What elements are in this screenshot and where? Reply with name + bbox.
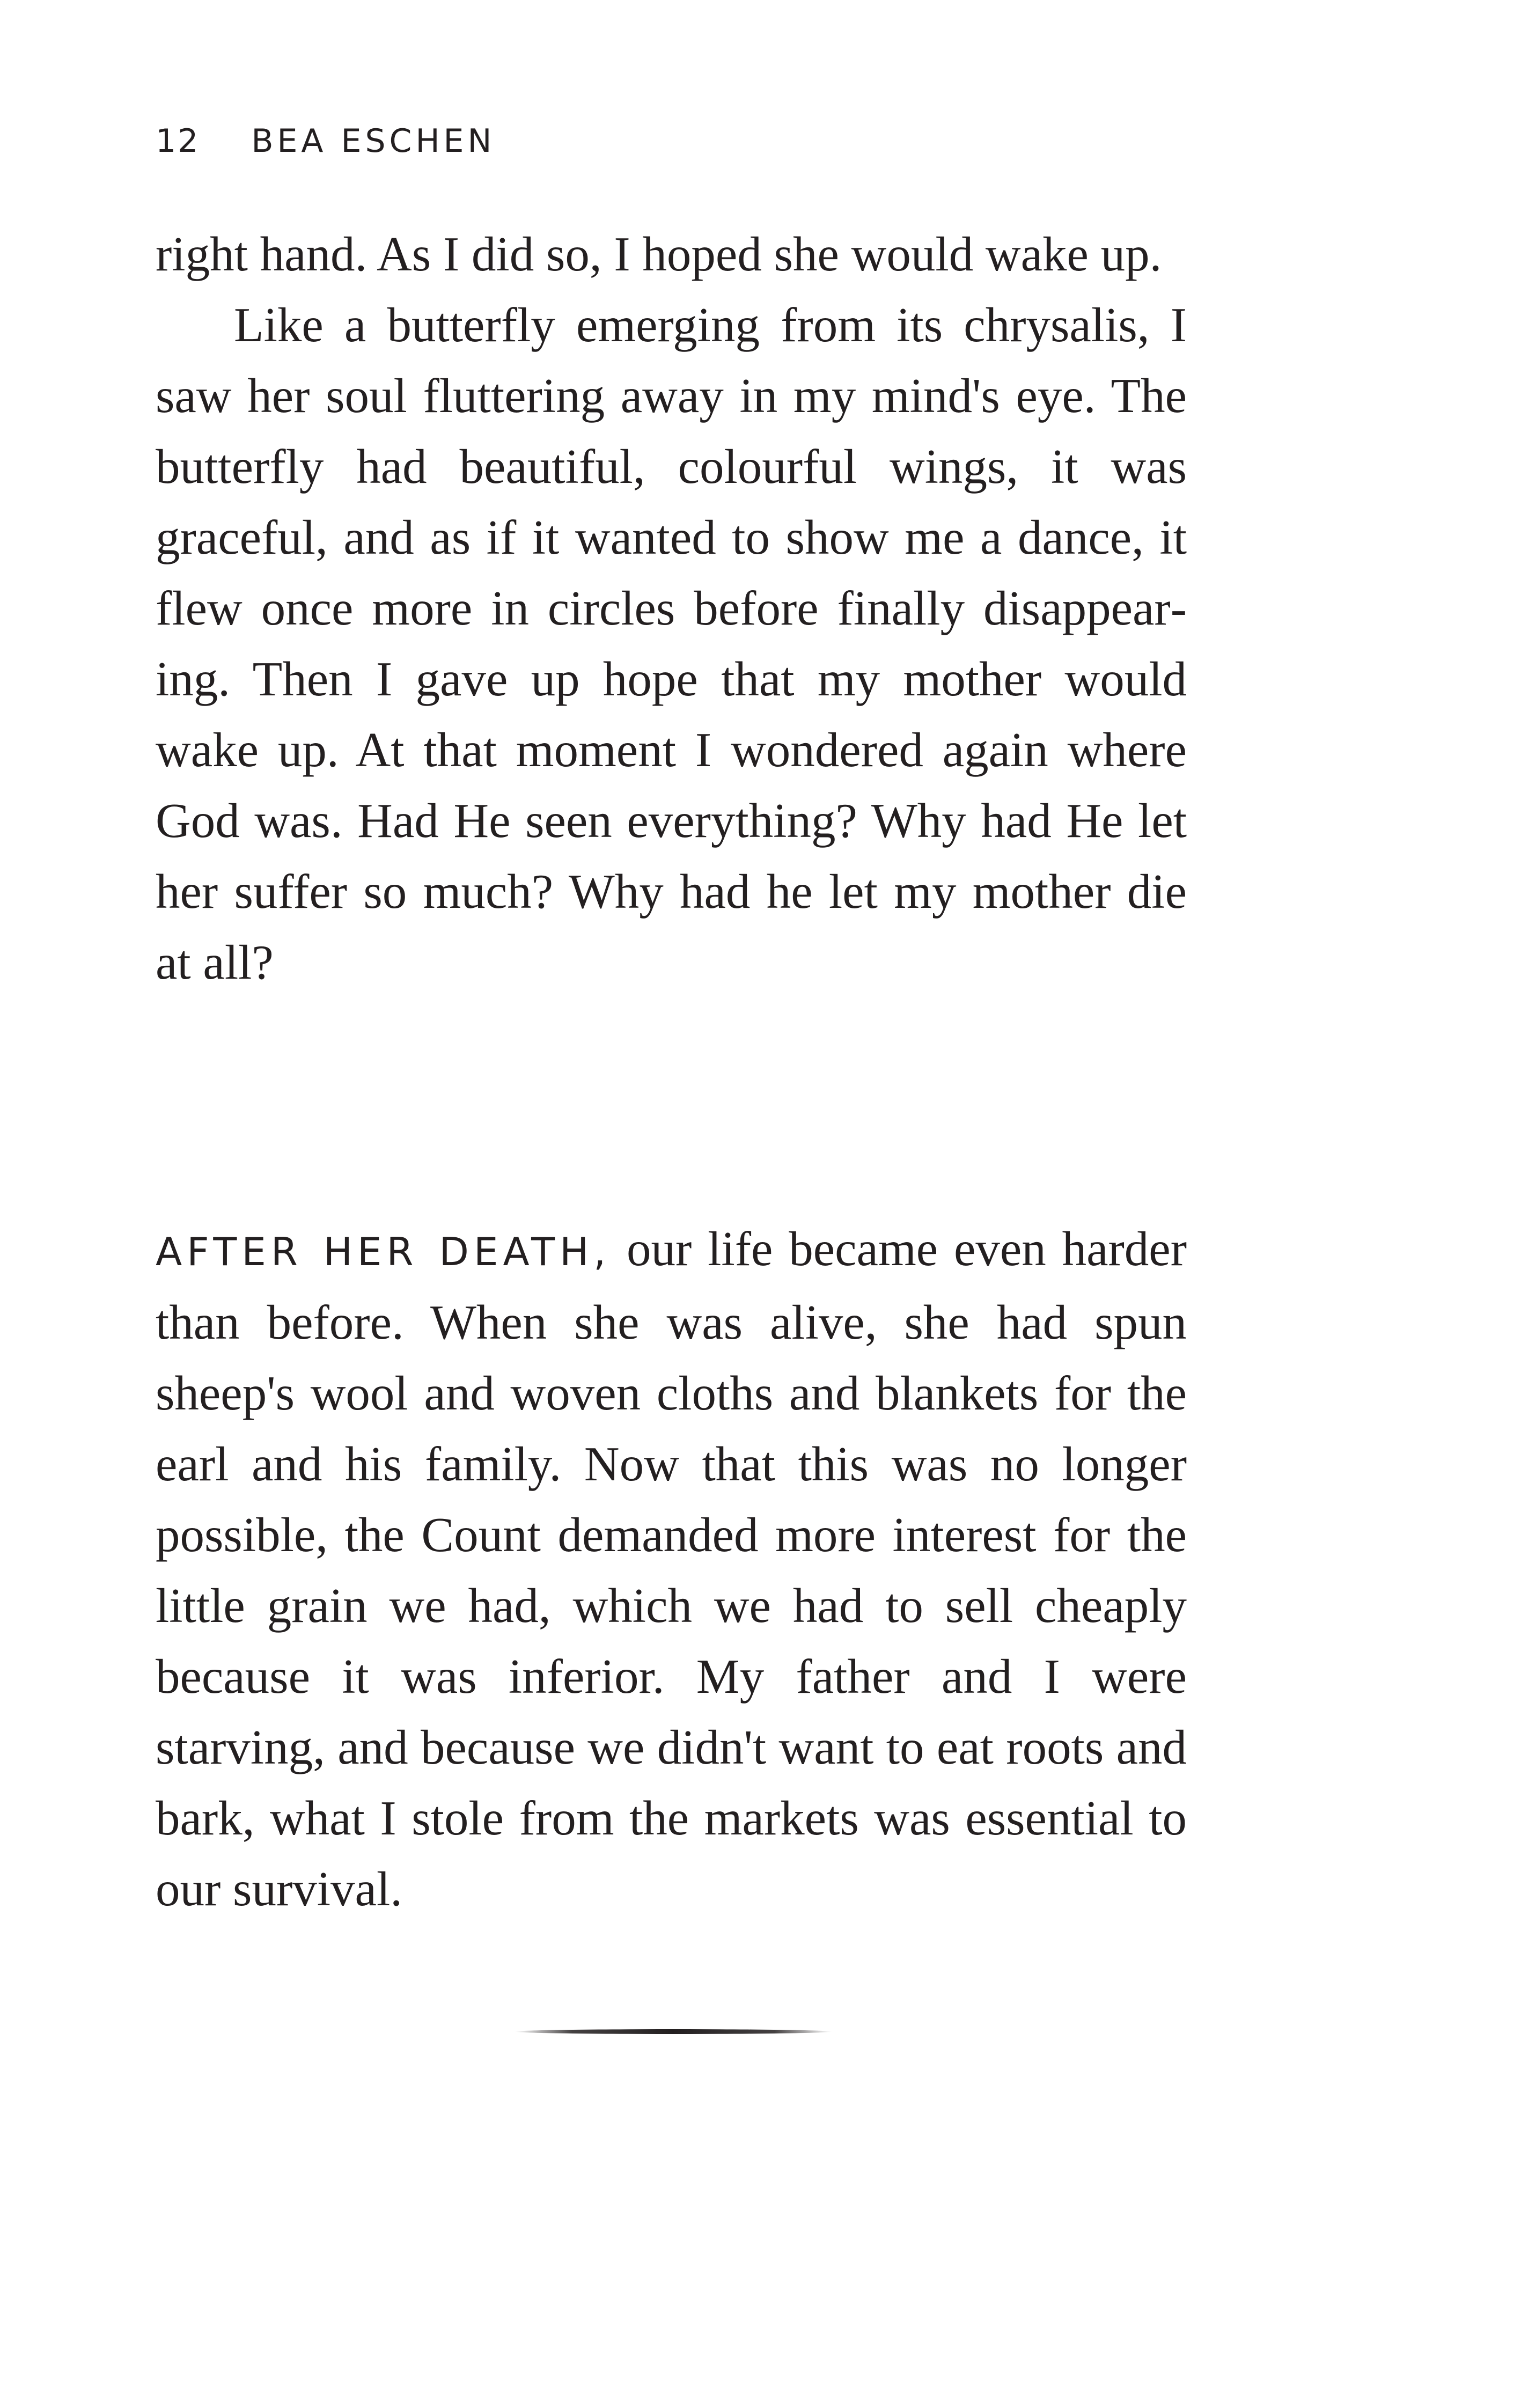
running-head <box>156 122 495 160</box>
section-2 <box>156 1214 1187 1925</box>
section-divider <box>515 2029 832 2034</box>
paragraph: Like a butterfly emerging from its chrysalis, I saw her soul fluttering away in my mind's eye. The butterfly had beautiful, colourful wings, it was graceful, and as if it wanted to show me a dance, it flew once more in circles before finally disappearing. Then I gave up hope that my mother would wake up. At that moment I wondered again where God was. Had He seen everything? Why had He let her suffer so much? Why had he let my mother die at all? <box>156 298 1187 989</box>
section-lead-in: AFTER HER DEATH, <box>156 1229 611 1274</box>
paragraph <box>156 1214 1187 1925</box>
section-1 <box>156 219 1187 998</box>
paragraph-body: our life became even harder than before. When she was alive, she had spun sheep's wool and woven cloths and blankets for the earl and his family. Now that this was no longer possible, the Count demanded more interest for the little grain we had, which we had to sell cheaply because it was inferior. My father and I were starving, and because we didn't want to eat roots and bark, what I stole from the markets was essential to our survival. <box>156 1222 1187 1916</box>
author-name: BEA ESCHEN <box>251 122 496 160</box>
page-number: 12 <box>156 122 200 160</box>
paragraph: right hand. As I did so, I hoped she would wake up. <box>156 227 1162 281</box>
